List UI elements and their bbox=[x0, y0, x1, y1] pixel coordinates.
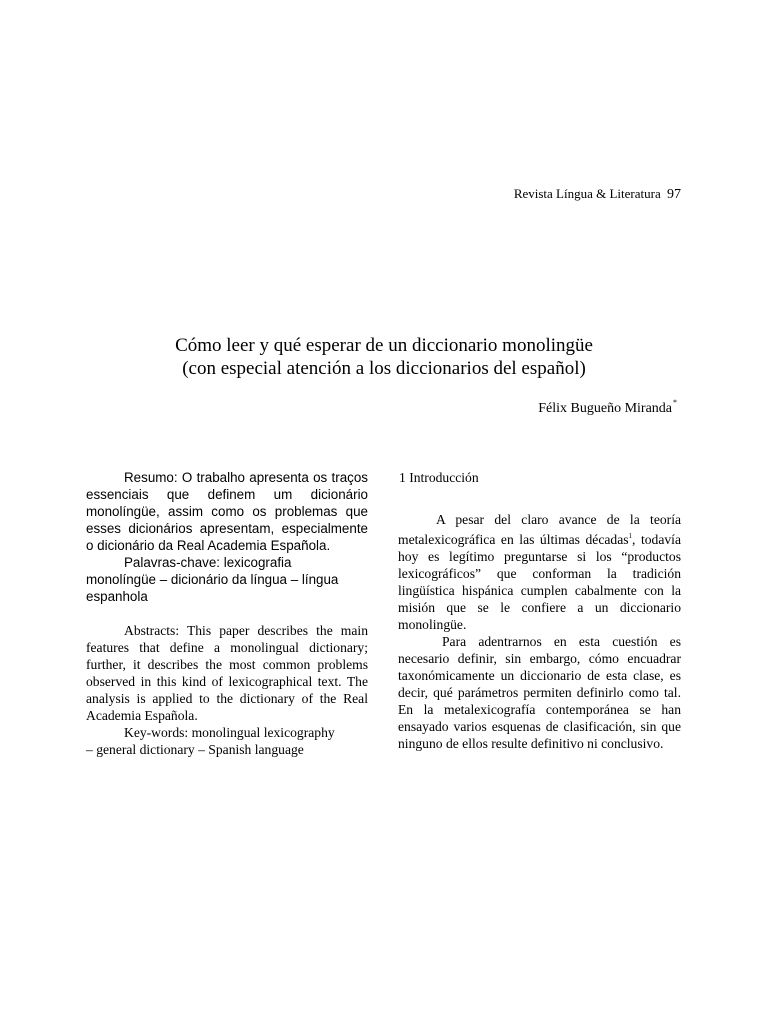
resumo-paragraph: Resumo: O trabalho apresenta os traços essenciais que definem um dicionário monolíngüe, assim como os problemas que esses dicionários apresentam, especialmente o dicionário da Real Academia Española. bbox=[86, 470, 368, 553]
abstract-column bbox=[86, 469, 368, 758]
palavras-chave-label: Palavras-chave: lexicografia bbox=[124, 555, 292, 570]
title-line-1: Cómo leer y qué esperar de un diccionario monolingüe bbox=[175, 335, 593, 356]
author-name: Félix Bugueño Miranda bbox=[538, 401, 672, 416]
section-heading: 1 Introducción bbox=[399, 470, 479, 485]
page-number: 97 bbox=[667, 187, 681, 202]
intro-text-after-note: , todavía hoy es legítimo preguntarse si los “productos lexicográficos” que conforman la tradición lingüística hispánica cumplen cabalmente con la misión que se le confiere a un diccionario monolingüe. bbox=[398, 532, 681, 632]
running-header bbox=[514, 186, 681, 203]
paragraph-spacer bbox=[86, 605, 368, 622]
intro-paragraph-2: Para adentrarnos en esta cuestión es necesario definir, sin embargo, cómo encuadrar taxonómicamente un diccionario de esta clase, es decir, qué parámetros permiten definirlo como tal. En la metalexicografía contemporánea se han ensayado varios esquenas de clasificación, sin que ninguno de ellos resulte definitivo ni conclusivo. bbox=[398, 634, 681, 751]
intro-paragraph-1 bbox=[398, 511, 681, 633]
author-footnote-mark[interactable]: * bbox=[673, 398, 677, 407]
author-line bbox=[538, 398, 677, 417]
key-words-terms: – general dictionary – Spanish language bbox=[86, 742, 304, 757]
palavras-chave-terms: monolíngüe – dicionário da língua – língua espanhola bbox=[86, 572, 339, 604]
key-words-label: Key-words: monolingual lexicography bbox=[124, 725, 335, 740]
footnote-reference-1[interactable]: 1 bbox=[628, 532, 633, 540]
article-title bbox=[0, 334, 768, 380]
intro-text-before-note: A pesar del claro avance de la teoría metalexicográfica en las últimas décadas bbox=[398, 512, 681, 547]
journal-name: Revista Língua & Literatura bbox=[513, 186, 661, 201]
title-line-2: (con especial atención a los diccionarios del español) bbox=[182, 358, 586, 379]
body-column bbox=[398, 469, 681, 752]
heading-spacer bbox=[398, 486, 681, 511]
abstract-paragraph: Abstracts: This paper describes the main features that define a monolingual dictionary; further, it describes the most common problems observed in this kind of lexicographical text. The analysis is applied to the dictionary of the Real Academia Española. bbox=[86, 623, 368, 723]
